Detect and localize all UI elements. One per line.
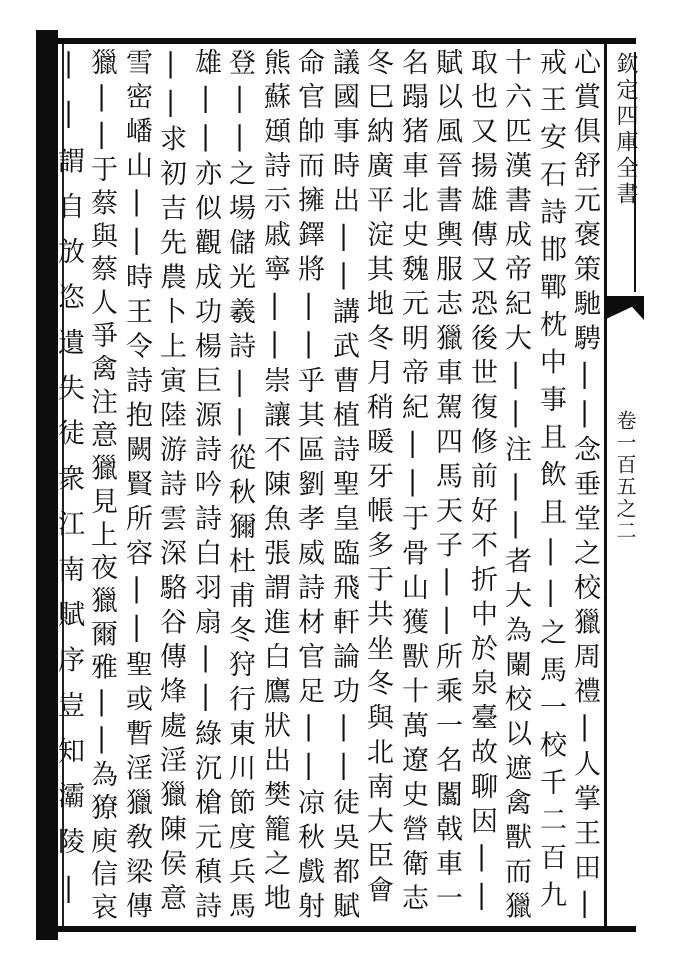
text-column-6: 名蹋猪車北史魏元明帝紀||于骨山獲獸十萬遼史營衛志 [397,48,428,918]
frame-right-rule [604,44,607,926]
text-column-8: 議國事時出||講武曹植詩聖皇臨飛軒論功||徒吳都賦 [328,48,359,926]
text-column-5: 賦以風晉書輿服志獵車駕四馬天子||所乘一名闟戟車一 [431,48,462,918]
margin-volume-label: 卷一百五之二 [613,410,637,542]
text-column-2: 戒王安石詩邯鄲枕中事且飲且||之馬一校千二百九 [535,48,566,918]
text-column-16: ||謂自放恣遺失徒衆江南賦序豈知灞陵| [53,48,84,922]
text-column-13: ||求初吉先農卜上寅陸游詩雲深駱谷傳烽處淫獵陳侯意 [155,48,186,918]
text-column-14: 雪密嶓山||時王令詩抱闕賢所容||聖或暫淫獵敎梁傳 [121,48,152,926]
text-column-12: 雄||亦似觀成功楊巨源詩吟詩白羽扇||綠沉槍元稹詩 [190,48,221,926]
text-column-7: 冬巳納廣平淀其地冬月稍暖牙帳多于共坐冬與北南大臣會 [362,48,393,910]
text-column-1: 心賞俱舒元褒策馳騁||念垂堂之校獵周禮|人掌王田| [569,48,600,926]
frame-bottom-border [36,926,636,932]
frame-top-border [36,38,636,44]
text-column-11: 登||之場儲光羲詩||從秋獮杜甫冬狩行東川節度兵馬 [224,48,255,926]
text-column-4: 取也又揚雄傳又恐後世復修前好不折中於泉臺故聊因|| [466,48,497,918]
text-column-9: 命官帥而擁鐸將||乎其區劉孝威詩材官足||凉秋戲射 [293,48,324,926]
text-column-15: 獵||于蔡與蔡人爭禽注意獵見上夜獵爾雅||為獠庾信哀 [86,48,117,926]
text-column-3: 十六匹漢書成帝紀大||注||者大為闌校以遮禽獸而獵 [500,48,531,926]
margin-book-title: 欽定四庫全書 [613,52,638,208]
text-column-10: 熊蘇頲詩示戚寧||崇讓不陳魚張謂進白鷹狀出樊籠之地 [259,48,290,918]
